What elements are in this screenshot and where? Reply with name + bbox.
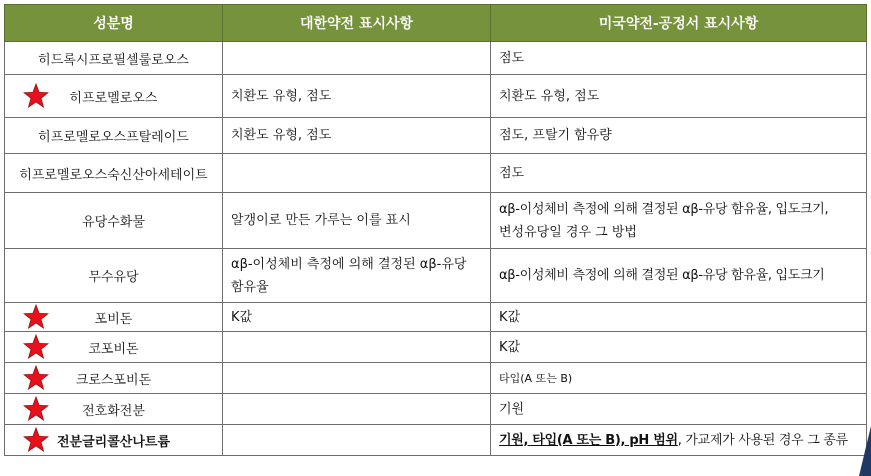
ingredient-label: 히프로멜로오스숙신산아세테이트 — [19, 167, 208, 183]
ingredient-name — [5, 193, 223, 249]
star-icon — [23, 334, 49, 360]
table-row — [5, 42, 867, 75]
usp-text: αβ-이성체비 측정에 의해 결정된 αβ-유당 함유율, 입도크기, — [499, 201, 829, 217]
usp-text: 타입(A 또는 B) — [499, 371, 573, 385]
header-row — [5, 5, 867, 42]
usp-text: K값 — [499, 339, 521, 355]
ingredient-name — [5, 303, 223, 332]
kp-text: 치환도 유형, 점도 — [231, 128, 332, 143]
ingredient-label: 히프로멜로오스 — [69, 90, 158, 106]
star-icon — [23, 396, 49, 422]
usp-rest-text: , 가교제가 사용된 경우 그 종류 — [677, 432, 848, 448]
usp-cell — [491, 193, 867, 249]
usp-text: 변성유당일 경우 그 방법 — [499, 224, 637, 240]
usp-cell — [491, 118, 867, 154]
table-row — [5, 193, 867, 249]
kp-cell — [223, 154, 491, 193]
usp-text: 점도 — [499, 50, 525, 66]
usp-text: K값 — [499, 309, 521, 325]
usp-cell — [491, 249, 867, 303]
kp-cell — [223, 75, 491, 118]
ingredient-label: 히프로멜로오스프탈레이드 — [38, 130, 189, 145]
header-kp: 대한약전 표시사항 — [223, 5, 491, 42]
kp-text: 치환도 유형, 점도 — [231, 88, 332, 104]
table-row — [5, 425, 867, 456]
ingredient-name — [5, 42, 223, 75]
table-row — [5, 332, 867, 363]
kp-cell — [223, 394, 491, 425]
kp-cell — [223, 363, 491, 394]
header-ingredient: 성분명 — [5, 5, 223, 42]
ingredient-name — [5, 118, 223, 154]
ingredient-label: 유당수화물 — [82, 215, 145, 230]
table-row — [5, 118, 867, 154]
star-icon — [23, 365, 49, 391]
ingredient-label: 히드록시프로필셀룰로오스 — [38, 52, 189, 68]
table-row — [5, 75, 867, 118]
usp-cell — [491, 394, 867, 425]
kp-cell — [223, 249, 491, 303]
kp-cell — [223, 303, 491, 332]
usp-cell — [491, 75, 867, 118]
star-icon — [23, 304, 49, 330]
header-usp: 미국약전-공정서 표시사항 — [491, 5, 867, 42]
usp-cell — [491, 363, 867, 394]
usp-text: αβ-이성체비 측정에 의해 결정된 αβ-유당 함유율, 입도크기 — [499, 268, 825, 283]
usp-text: 치환도 유형, 점도 — [499, 88, 600, 104]
ingredient-label: 무수유당 — [88, 270, 139, 285]
star-icon — [23, 83, 49, 109]
usp-text — [499, 429, 862, 452]
ingredient-name — [5, 154, 223, 193]
kp-cell — [223, 332, 491, 363]
ingredient-name — [5, 75, 223, 118]
table-row — [5, 154, 867, 193]
ingredient-name — [5, 249, 223, 303]
table-row — [5, 249, 867, 303]
kp-text: αβ-이성체비 측정에 의해 결정된 αβ-유당 — [231, 256, 467, 272]
usp-cell — [491, 42, 867, 75]
ingredient-label: 전호화전분 — [82, 403, 145, 419]
kp-text: 알갱이로 만든 가루는 이를 표시 — [231, 213, 411, 228]
usp-bold-text: 기원, 타입(A 또는 B), pH 범위 — [499, 432, 678, 448]
ingredient-name — [5, 332, 223, 363]
kp-cell — [223, 42, 491, 75]
ingredient-label: 크로스포비돈 — [75, 372, 152, 388]
ingredient-label: 전분글리콜산나트륨 — [56, 434, 171, 450]
ingredient-label: 코포비돈 — [88, 341, 139, 357]
page-corner-decoration — [857, 426, 871, 476]
usp-text: 점도, 프탈기 함유량 — [499, 128, 612, 143]
ingredient-name — [5, 363, 223, 394]
table-row — [5, 363, 867, 394]
usp-cell — [491, 303, 867, 332]
ingredient-name — [5, 394, 223, 425]
kp-cell — [223, 118, 491, 154]
ingredient-label: 포비돈 — [94, 311, 133, 327]
kp-cell — [223, 193, 491, 249]
usp-cell — [491, 332, 867, 363]
comparison-table — [4, 4, 867, 456]
kp-text: K값 — [231, 309, 253, 325]
kp-cell — [223, 425, 491, 456]
usp-text: 점도 — [499, 165, 525, 181]
usp-cell — [491, 154, 867, 193]
star-icon — [23, 427, 49, 453]
usp-cell — [491, 425, 867, 456]
ingredient-name — [5, 425, 223, 456]
table-row — [5, 303, 867, 332]
table-row — [5, 394, 867, 425]
usp-text: 기원 — [499, 401, 525, 417]
kp-text: 함유율 — [231, 279, 269, 295]
